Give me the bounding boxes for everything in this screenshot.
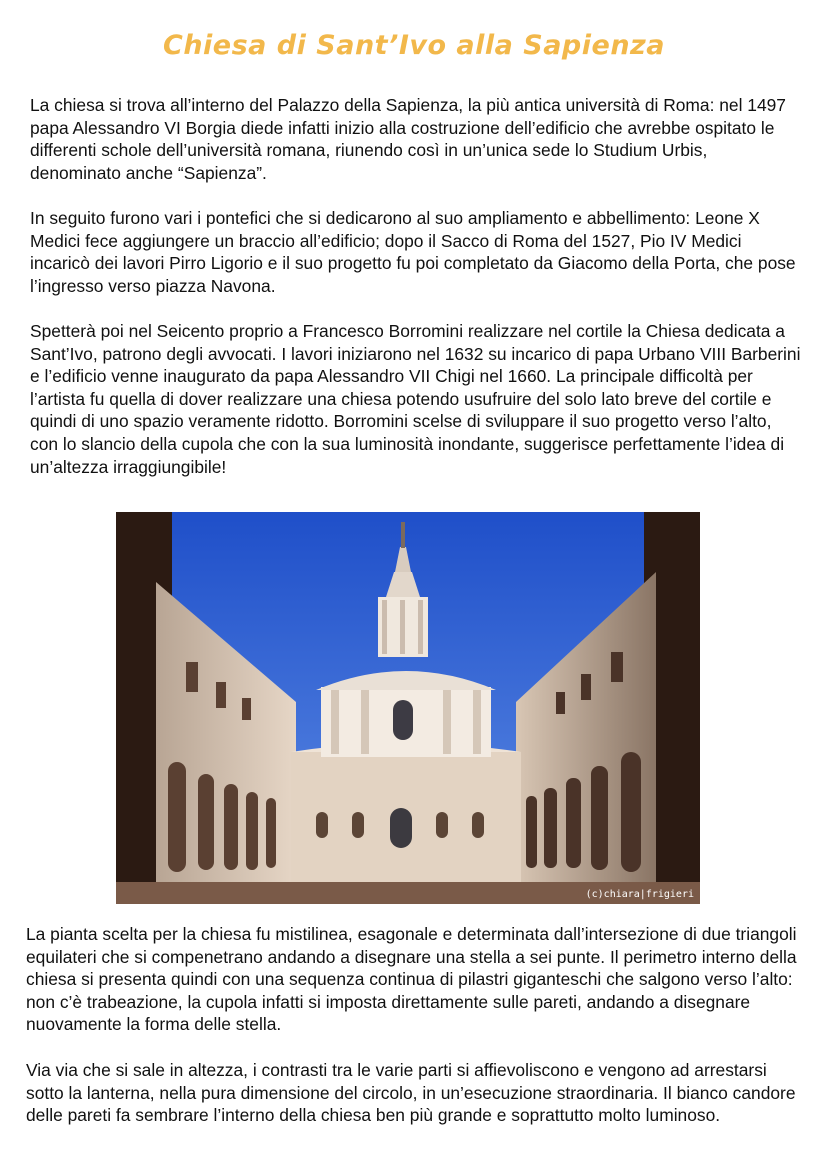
drum-window <box>393 700 413 740</box>
paragraph-history: La chiesa si trova all’interno del Palazzo della Sapienza, la più antica università di Roma: nel 1497 papa Alessandro VI Borgia diede infatti inizio alla costruzione dell’edificio che avrebbe ospitato le differenti schole dell’università romana, riunendo così in un’unica sede lo Studium Urbis, denominato anche “Sapienza”. <box>30 95 786 183</box>
page-title: Chiesa di Sant’Ivo alla Sapienza <box>163 30 665 61</box>
paragraph-borromini: Spetterà poi nel Seicento proprio a Francesco Borromini realizzare nel cortile la Chiesa dedicata a Sant’Ivo, patrono degli avvocati. I lavori iniziarono nel 1632 su incarico di papa Urbano VIII Barberini e l’edificio venne inaugurato da papa Alessandro VII Chigi nel 1660. La principale difficoltà per l’artista fu quella di dover realizzare una chiesa potendo usufruire del solo lato breve del cortile e quindi di uno spazio veramente ridotto. Borromini scelse di sviluppare il suo progetto verso l’alto, con lo slancio della cupola che con la sua luminosità inondante, suggerisce perfettamente l’idea di un’altezza irraggiungibile! <box>30 321 801 477</box>
paragraph-plan: La pianta scelta per la chiesa fu mistilinea, esagonale e determinata dall’intersezione di due triangoli equilateri che si compenetrano andando a disegnare una stella a sei punte. Il perimetro interno della chiesa si presenta quindi con una sequenza continua di pilastri giganteschi che salgono verso l’alto: non c’è trabeazione, la cupola infatti si imposta direttamente sulle pareti, andando a disegnare nuovamente la forma delle stella. <box>26 924 797 1035</box>
spire <box>401 522 405 548</box>
paragraph-interior: Via via che si sale in altezza, i contrasti tra le varie parti si affievoliscono e vengono ad arrestarsi sotto la lanterna, nella pura dimensione del circolo, in un’esecuzione straordinaria. Il bianco candore delle pareti fa sembrare l’interno della chiesa ben più grande e soprattutto molto luminoso. <box>26 1060 796 1126</box>
photo-credit: (c)chiara|frigieri <box>585 889 694 900</box>
paragraph-popes: In seguito furono vari i pontefici che si dedicarono al suo ampliamento e abbellimento: Leone X Medici fece aggiungere un braccio all’edificio; dopo il Sacco di Roma del 1527, Pio IV Medici incaricò dei lavori Pirro Ligorio e il suo progetto fu poi completato da Giacomo della Porta, che pose l’ingresso verso piazza Navona. <box>30 208 796 296</box>
church-photo <box>116 512 700 904</box>
church-illustration <box>116 512 700 904</box>
